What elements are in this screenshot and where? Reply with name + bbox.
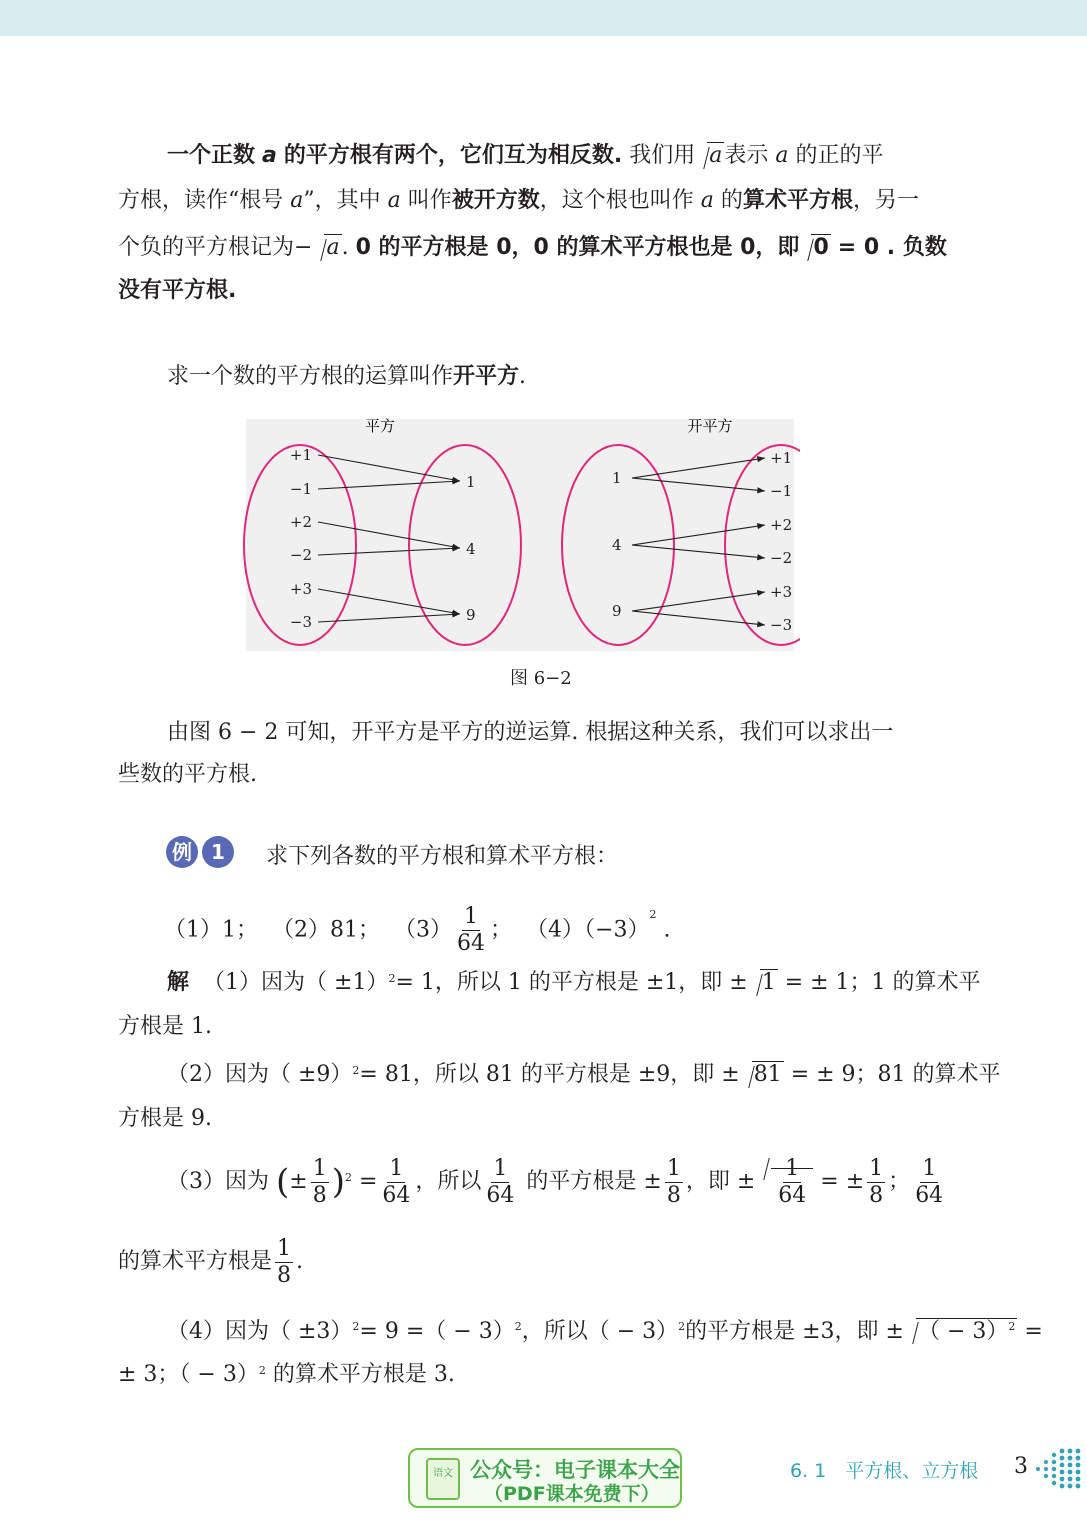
- left-domain-item: +2: [289, 513, 312, 531]
- solution-3: （3）因为 (± $\frac{1}{8}$ )$^2$ = $\frac{1}{64}$ ，所以 $\frac{1}{64}$ 的平方根是 ± $\frac{1}{8}$ ，即 ± $\frac{1}{64}$ = ± $\frac{1}{8}$ ； $\frac{1}{64}$: [167, 1152, 948, 1212]
- para1-line2: 方根，读作“根号 a”，其中 a 叫作被开方数，这个根也叫作 a 的算术平方根，另一: [118, 188, 919, 213]
- para1-line4: 没有平方根.: [118, 278, 237, 303]
- right-domain-item: 1: [612, 469, 622, 487]
- figure-left-title: 平方: [364, 417, 396, 435]
- example-badge-label: 例: [166, 836, 198, 868]
- right-range-item: −1: [770, 482, 793, 500]
- book-icon: 语文: [426, 1458, 460, 1500]
- figure-caption: 图 6−2: [510, 668, 572, 689]
- para3-line2: 些数的平方根.: [118, 762, 257, 787]
- solution-2: （2）因为（ ±9）$^2$= 81，所以 81 的平方根是 ±9，即 ± 81 = ± 9；81 的算术平: [167, 1060, 1001, 1090]
- promo-line2: （PDF课本免费下）: [484, 1483, 660, 1505]
- left-range-item: 1: [466, 473, 476, 491]
- right-range-item: −2: [770, 549, 793, 567]
- example-items: （1）1； （2）81； （3） $\frac{1}{64}$ ； $(4)(-3)^2$ .: [164, 904, 671, 956]
- figure-6-2: [240, 405, 800, 655]
- right-domain-item: 4: [612, 536, 622, 554]
- left-domain-item: +3: [289, 580, 312, 598]
- right-range-item: +3: [770, 583, 793, 601]
- example-badge: [166, 836, 234, 868]
- top-band: [0, 0, 1087, 36]
- left-domain-item: −3: [289, 613, 312, 631]
- solution-1: 解 （1）因为（ ±1）$^2$= 1，所以 1 的平方根是 ±1，即 ± 1 = ± 1；1 的算术平: [167, 968, 981, 998]
- solution-1-line2: 方根是 1.: [118, 1014, 212, 1039]
- right-range-item: −3: [770, 616, 793, 634]
- example-badge-number: 1: [202, 836, 234, 868]
- solution-3-line2: 的算术平方根是 $\frac{1}{8}$ .: [118, 1235, 304, 1288]
- example-prompt: 求下列各数的平方根和算术平方根：: [266, 844, 619, 869]
- promo-banner[interactable]: [408, 1448, 682, 1508]
- right-domain-item: 9: [612, 602, 622, 620]
- para1-line1: 一个正数 a 的平方根有两个，它们互为相反数. 我们用 a表示 a 的正的平: [167, 141, 884, 171]
- solution-4: （4）因为（ ±3）$^2$= 9 =（ − 3）$^2$，所以（ − 3）$^2$的平方根是 ±3，即 ± （ − 3）$^2$ =: [167, 1316, 1043, 1347]
- left-domain-item: −1: [289, 480, 312, 498]
- solution-2-line2: 方根是 9.: [118, 1106, 212, 1131]
- figure-right-title: 开平方: [687, 417, 733, 435]
- para2: 求一个数的平方根的运算叫作开平方.: [167, 364, 527, 389]
- section-title: 6. 1 平方根、立方根: [790, 1460, 979, 1482]
- para3-line1: 由图 6 − 2 可知，开平方是平方的逆运算. 根据这种关系，我们可以求出一: [167, 720, 894, 745]
- left-range-item: 9: [466, 606, 476, 624]
- left-domain-item: −2: [289, 546, 312, 564]
- dot-grid-icon: [1034, 1446, 1084, 1492]
- right-range-item: +2: [770, 516, 793, 534]
- para1-line3: 个负的平方根记为− a. 0 的平方根是 0，0 的算术平方根也是 0，即 0 = 0 . 负数: [118, 233, 947, 263]
- page-number: 3: [1014, 1454, 1028, 1479]
- left-range-item: 4: [466, 540, 476, 558]
- promo-line1: 公众号：电子课本大全: [470, 1458, 680, 1482]
- right-range-item: +1: [770, 449, 793, 467]
- left-domain-item: +1: [289, 446, 312, 464]
- solution-4-line2: ± 3；（ − 3）$^2$ 的算术平方根是 3.: [118, 1362, 455, 1387]
